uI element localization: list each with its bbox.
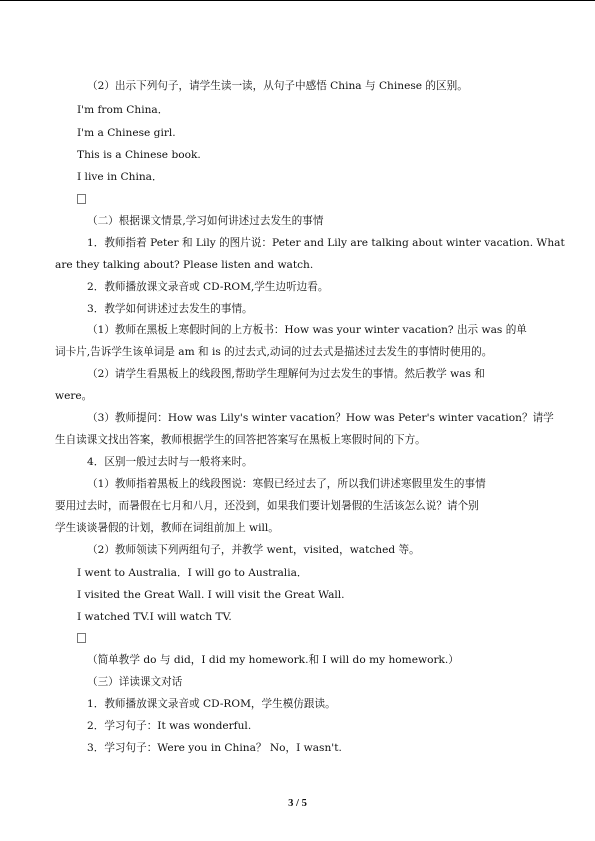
text-line: （简单教学 do 与 did，I did my homework.和 I will do my homework.） [87, 654, 459, 666]
text-line: I'm from China． [77, 104, 169, 116]
text-line: I watched TV.I will watch TV. [77, 611, 232, 623]
section-heading: （二）根据课文情景,学习如何讲述过去发生的事情 [87, 215, 324, 227]
page-number: 3 / 5 [288, 798, 307, 809]
text-line: 1．教师播放课文录音或 CD-ROM，学生模仿跟读。 [87, 698, 336, 710]
text-line: （2）出示下列句子，请学生读一读，从句子中感悟 China 与 Chinese 的区别。 [87, 80, 468, 92]
placeholder-box [77, 193, 547, 207]
text-line: 2．学习句子：It was wonderful. [87, 720, 252, 732]
text-line: 1．教师指着 Peter 和 Lily 的图片说：Peter and Lily are talking about winter vacation. What [87, 237, 565, 249]
text-line: 学生谈谈暑假的计划，教师在词组前加上 will。 [55, 522, 279, 534]
text-line: （3）教师提问：How was Lily's winter vacation？How was Peter's winter vacation？请学 [87, 412, 554, 424]
text-line: 词卡片,告诉学生该单词是 am 和 is 的过去式,动词的过去式是描述过去发生的事情时使用的。 [55, 346, 493, 358]
text-line: I live in China． [77, 171, 163, 183]
text-line: （2）教师领读下列两组句子，并教学 went，visited，watched 等。 [87, 544, 420, 556]
placeholder-box [77, 632, 547, 646]
text-line: This is a Chinese book. [77, 149, 201, 161]
text-line: （1）教师指着黑板上的线段图说：寒假已经过去了，所以我们讲述寒假里发生的事情 [87, 478, 486, 490]
text-line: I went to Australia．I will go to Australia． [77, 567, 308, 579]
text-line: 4．区别一般过去时与一般将来时。 [87, 456, 253, 468]
text-line: I visited the Great Wall. I will visit the Great Wall. [77, 589, 345, 601]
section-heading: （三）详读课文对话 [87, 676, 183, 688]
text-line: 要用过去时，而暑假在七月和八月，还没到，如果我们要计划暑假的生活该怎么说？请个别 [55, 500, 479, 512]
text-line: 2．教师播放课文录音或 CD-ROM,学生边听边看。 [87, 281, 329, 293]
text-line: 3．学习句子：Were you in China？ No，I wasn't. [87, 742, 342, 754]
header-rule [0, 0, 595, 1]
text-line: （1）教师在黑板上寒假时间的上方板书：How was your winter vacation? 出示 was 的单 [87, 324, 527, 336]
text-line: I'm a Chinese girl. [77, 127, 176, 139]
text-line: were。 [55, 390, 93, 402]
text-line: 3．教学如何讲述过去发生的事情。 [87, 303, 253, 315]
text-line: （2）请学生看黑板上的线段图,帮助学生理解何为过去发生的事情。然后教学 was 和 [87, 368, 485, 380]
text-line: are they talking about? Please listen and watch. [55, 259, 314, 271]
text-line: 生自读课文找出答案，教师根据学生的回答把答案写在黑板上寒假时间的下方。 [55, 434, 426, 446]
